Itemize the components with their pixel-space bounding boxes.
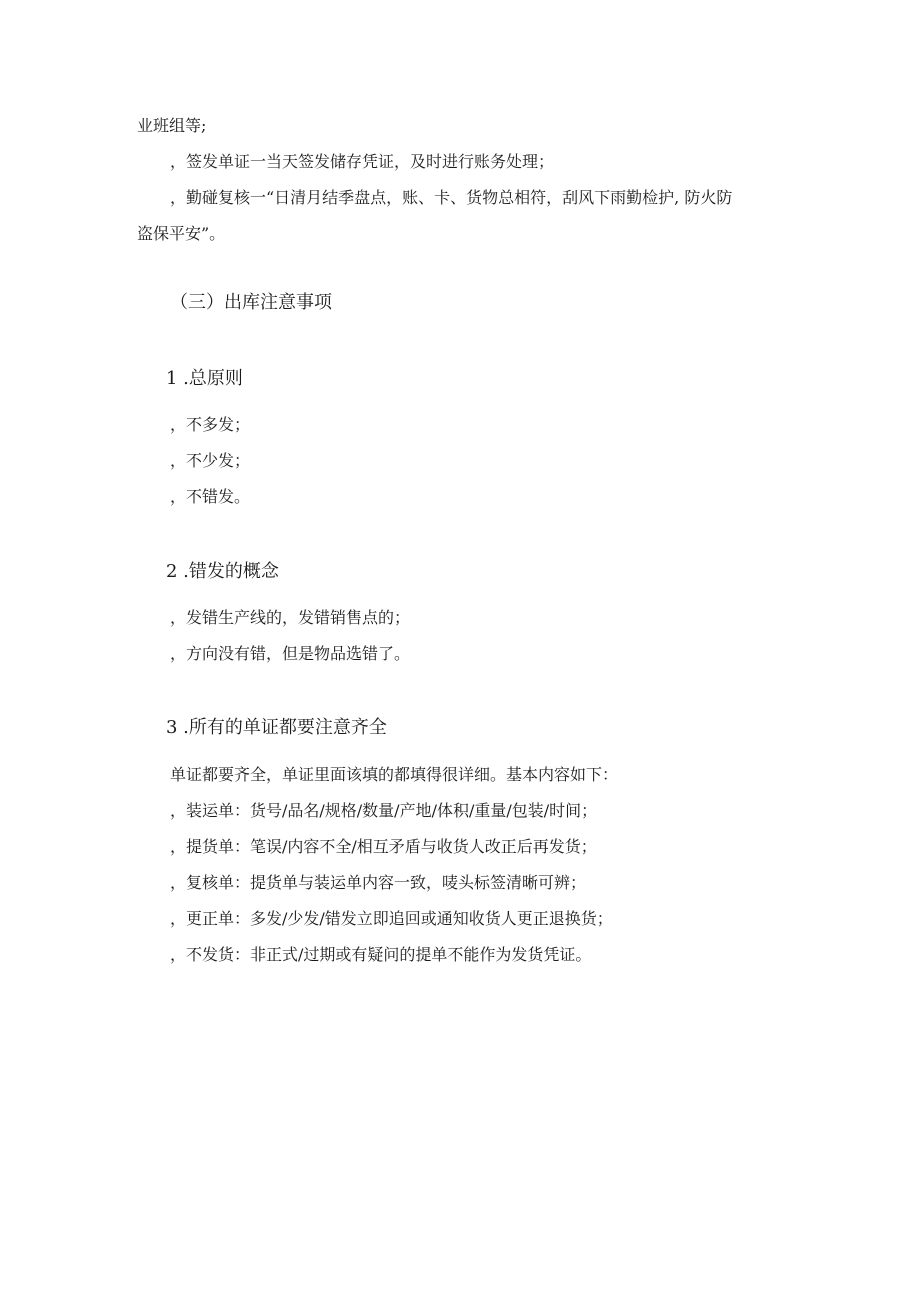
subsection-3-intro: 单证都要齐全，单证里面该填的都填得很详细。基本内容如下： — [170, 765, 619, 784]
subsection-3-item-1: ，装运单：货号/品名/规格/数量/产地/体积/重量/包装/时间； — [170, 801, 598, 820]
intro-line-4: 盗保平安”。 — [137, 224, 226, 243]
intro-line-2: ，签发单证一当天签发储存凭证，及时进行账务处理； — [170, 152, 555, 171]
subsection-1-item-3: ，不错发。 — [170, 487, 251, 506]
subsection-1-item-2: ，不少发； — [170, 451, 251, 470]
intro-line-1: 业班组等; — [137, 116, 207, 135]
section-title: （三）出库注意事项 — [170, 292, 332, 313]
subsection-2-item-1: ，发错生产线的，发错销售点的； — [170, 608, 411, 627]
subsection-3-item-3: ，复核单：提货单与装运单内容一致，唛头标签清晰可辨； — [170, 873, 587, 892]
subsection-1-item-1: ，不多发； — [170, 415, 251, 434]
subsection-3-title: 3 .所有的单证都要注意齐全 — [166, 717, 387, 738]
intro-line-3: ，勤碰复核一“日清月结季盘点，账、卡、货物总相符，刮风下雨勤检护, 防火防 — [170, 188, 733, 207]
subsection-2-item-2: ，方向没有错，但是物品选错了。 — [170, 644, 411, 663]
subsection-3-item-5: ，不发货：非正式/过期或有疑问的提单不能作为发货凭证。 — [170, 945, 592, 964]
subsection-3-item-4: ，更正单：多发/少发/错发立即追回或通知收货人更正退换货； — [170, 909, 613, 928]
subsection-1-title: 1 .总原则 — [166, 368, 243, 389]
subsection-3-item-2: ，提货单：笔误/内容不全/相互矛盾与收货人改正后再发货； — [170, 837, 597, 856]
subsection-2-title: 2 .错发的概念 — [166, 561, 279, 582]
